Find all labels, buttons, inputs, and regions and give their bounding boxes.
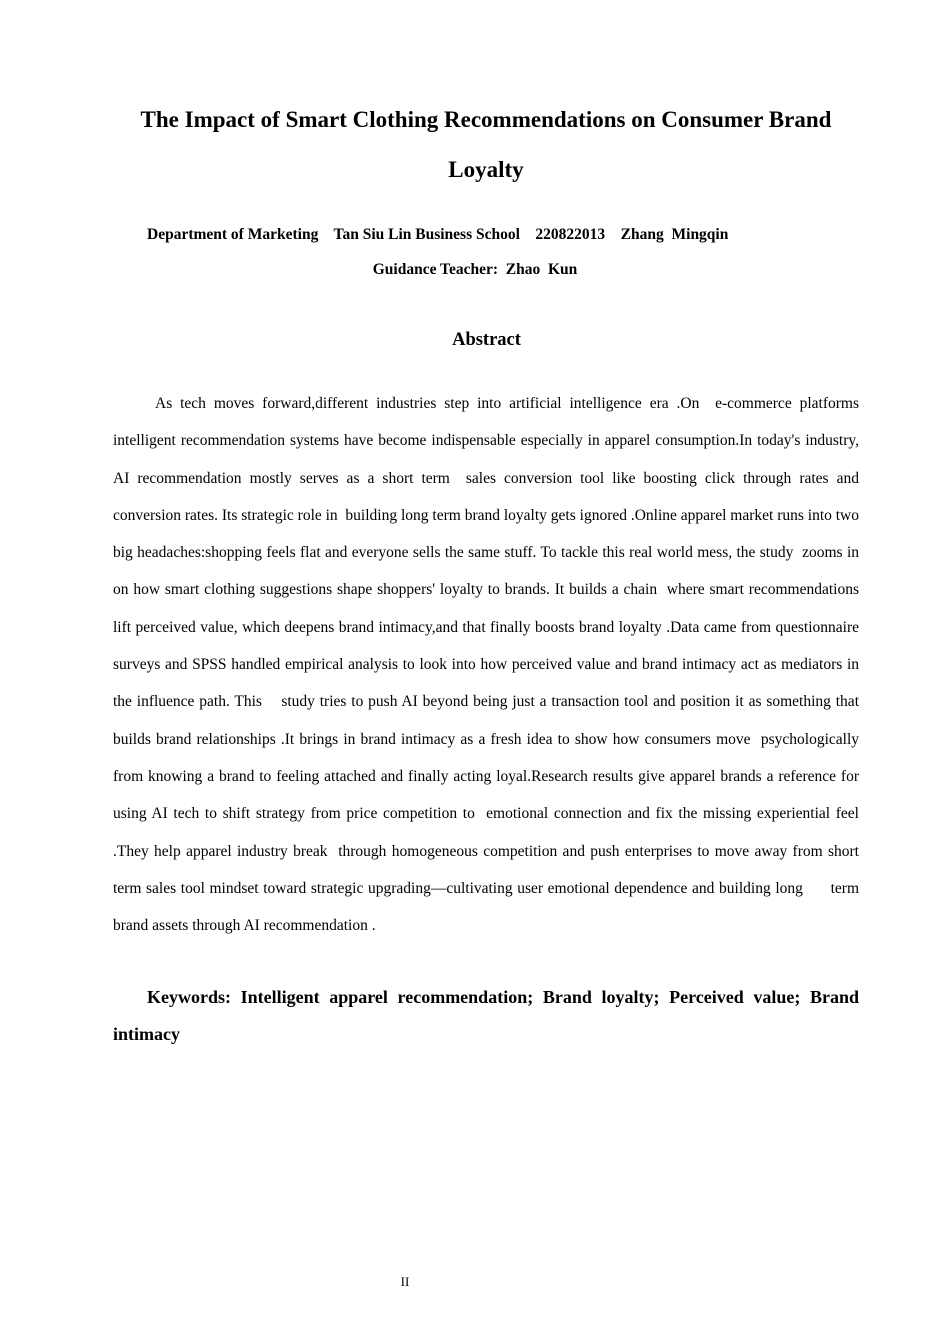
guidance-teacher: Guidance Teacher: Zhao Kun [372, 261, 578, 278]
abstract-body: As tech moves forward,different industries step into artificial intelligence era .On e-commerce platforms intelligent recommendation systems have become indispensable especially in apparel consumption.In today's industry, AI recommendation mostly serves as a short term sales conversion tool like boosting click through rates and conversion rates. Its strategic role in building long term brand loyalty gets ignored .Online apparel market runs into two big headaches:shopping feels flat and everyone sells the same stuff. To tackle this real world mess, the study zooms in on how smart clothing suggestions shape shoppers' loyalty to brands. It builds a chain where smart recommendations lift perceived value, which deepens brand intimacy,and that finally boosts brand loyalty .Data came from questionnaire surveys and SPSS handled empirical analysis to look into how perceived value and brand intimacy act as mediators in the influence path. This study tries to push AI beyond being just a transaction tool and position it as something that builds brand relationships .It brings in brand intimacy as a fresh idea to show how consumers move psychologically from knowing a brand to feeling attached and finally acting loyal.Research results give apparel brands a reference for using AI tech to shift strategy from price competition to emotional connection and fix the missing experiential feel .They help apparel industry break through homogeneous competition and push enterprises to move away from short term sales tool mindset toward strategic upgrading—cultivating user emotional dependence and building long term brand assets through AI recommendation . [113, 395, 863, 935]
page-number: II [400, 1274, 410, 1289]
keywords: Keywords: Intelligent apparel recommendation; Brand loyalty; Perceived value; Brand intimacy [113, 987, 859, 1044]
author-affiliation: Department of Marketing Tan Siu Lin Business School 220822013 Zhang Mingqin [147, 226, 729, 243]
abstract-heading: Abstract [452, 330, 521, 350]
paper-title: The Impact of Smart Clothing Recommendations on Consumer Brand Loyalty [140, 107, 832, 182]
